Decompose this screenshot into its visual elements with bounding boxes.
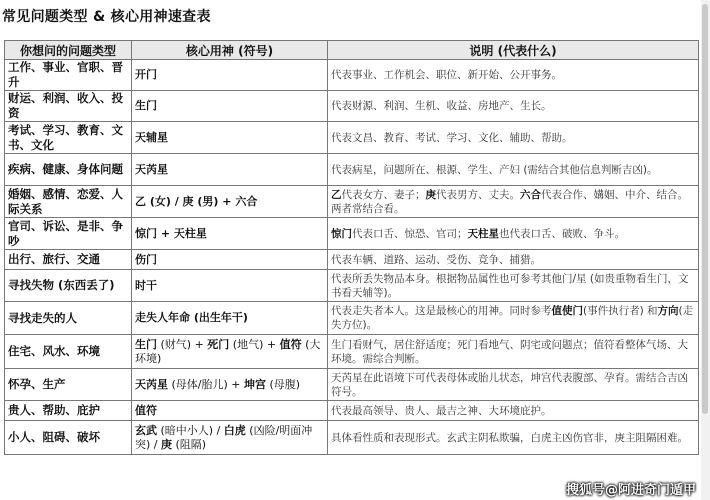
table-row bbox=[5, 250, 699, 270]
question-type-cell: 寻找失物 (东西丢了) bbox=[5, 270, 132, 302]
question-type-cell: 怀孕、生产 bbox=[5, 369, 132, 401]
explanation-cell bbox=[328, 60, 699, 91]
question-type-cell: 婚姻、感情、恋爱、人际关系 bbox=[5, 186, 132, 218]
table-row bbox=[5, 270, 699, 302]
symbol-bold-term: 时干 bbox=[135, 278, 157, 292]
core-symbol-cell bbox=[132, 91, 328, 122]
symbol-bold-term: 走失人年命 (出生年干) bbox=[135, 311, 248, 324]
symbol-bold-term: 玄武 bbox=[135, 423, 157, 437]
symbol-text: (阻隔) bbox=[172, 437, 207, 451]
symbol-bold-term: 天芮星 bbox=[135, 162, 168, 176]
core-symbol-cell bbox=[132, 218, 328, 250]
symbol-bold-term: 惊门 + 天柱星 bbox=[135, 226, 207, 240]
symbol-bold-term: 值符 bbox=[279, 337, 302, 351]
table-row bbox=[5, 335, 699, 369]
symbol-bold-term: 生门 bbox=[135, 99, 157, 112]
core-symbol-cell bbox=[132, 335, 328, 369]
explanation-cell bbox=[328, 369, 699, 401]
question-type-cell: 考试、学习、教育、文书、文化 bbox=[5, 122, 132, 154]
table-row bbox=[5, 218, 699, 250]
question-type-cell: 寻找走失的人 bbox=[5, 302, 132, 335]
symbol-bold-term: 伤门 bbox=[135, 252, 157, 266]
quick-reference-table bbox=[4, 40, 699, 455]
symbol-text: (大环境) bbox=[135, 337, 321, 365]
explanation-text: 代表事业、工作机会、职位、新开始、公开事务。 bbox=[331, 69, 562, 81]
explanation-text: 代表财源、利润、生机、收益、房地产、生长。 bbox=[331, 100, 552, 112]
explanation-text: 代表合作、媾姻、中介、结合。两者常结合看。 bbox=[331, 188, 688, 215]
explanation-text: 生门看财气，居住舒适度；死门看地气、阴宅或问题点；值符看整体气场、大环境。需综合判断。 bbox=[331, 338, 688, 365]
question-type-cell: 住宅、风水、环境 bbox=[5, 335, 132, 369]
core-symbol-cell bbox=[132, 154, 328, 186]
header-question-type: 你想问的问题类型 bbox=[5, 41, 132, 60]
scrollbar-thumb[interactable] bbox=[702, 4, 708, 414]
explanation-text: 代表口舌、惊恐、官司； bbox=[352, 227, 468, 240]
explanation-text: 代表最高领导、贵人、最吉之神、大环境庇护。 bbox=[331, 404, 552, 417]
explanation-cell bbox=[328, 186, 699, 218]
explanation-bold-term: 方向 bbox=[657, 305, 679, 317]
table-row bbox=[5, 401, 699, 421]
explanation-cell bbox=[328, 250, 699, 270]
question-type-cell: 贵人、帮助、庇护 bbox=[5, 401, 132, 421]
explanation-cell bbox=[328, 421, 699, 455]
explanation-bold-term: 天柱星 bbox=[467, 227, 499, 240]
explanation-cell bbox=[328, 91, 699, 122]
explanation-cell bbox=[328, 154, 699, 186]
core-symbol-cell bbox=[132, 186, 328, 218]
core-symbol-cell bbox=[132, 250, 328, 270]
explanation-text: 代表病星，问题所在、根源、学生、产妇 (需结合其他信息判断吉凶)。 bbox=[331, 163, 658, 176]
symbol-text: (母体/胎儿) + bbox=[168, 377, 244, 391]
explanation-cell bbox=[328, 270, 699, 302]
symbol-bold-term: 天辅星 bbox=[135, 130, 168, 144]
explanation-cell bbox=[328, 218, 699, 250]
explanation-text: (走失方位)。 bbox=[331, 305, 694, 331]
symbol-bold-term: 庚 bbox=[161, 437, 172, 451]
question-type-cell: 官司、诉讼、是非、争吵 bbox=[5, 218, 132, 250]
core-symbol-cell bbox=[132, 60, 328, 91]
explanation-bold-term: 值使门 bbox=[551, 305, 583, 317]
explanation-cell bbox=[328, 335, 699, 369]
explanation-text: 代表所丢失物品本身。根据物品属性也可参考其他门/星 (如贵重物看生门，文书看天辅等)。 bbox=[331, 272, 689, 299]
explanation-text: (事件执行者) 和 bbox=[583, 305, 658, 317]
explanation-text: 也代表口舌、破败、争斗。 bbox=[499, 227, 625, 240]
core-symbol-cell bbox=[132, 369, 328, 401]
symbol-bold-term: 生门 bbox=[135, 337, 157, 351]
explanation-bold-term: 惊门 bbox=[331, 227, 352, 240]
question-type-cell: 疾病、健康、身体问题 bbox=[5, 154, 132, 186]
explanation-text: 代表走失者本人。这是最核心的用神。同时参考 bbox=[331, 305, 552, 317]
table-header-row bbox=[5, 41, 699, 60]
explanation-bold-term: 庚 bbox=[425, 188, 436, 201]
table-row bbox=[5, 369, 699, 401]
symbol-bold-term: 值符 bbox=[135, 403, 157, 417]
explanation-text: 代表男方、丈夫。 bbox=[436, 188, 520, 201]
core-symbol-cell bbox=[132, 270, 328, 302]
symbol-text: (凶险/明面冲突) / bbox=[135, 423, 313, 451]
symbol-bold-term: 坤宫 bbox=[244, 377, 266, 391]
symbol-bold-term: 开门 bbox=[135, 68, 157, 81]
explanation-cell bbox=[328, 122, 699, 154]
core-symbol-cell bbox=[132, 302, 328, 335]
symbol-text: (母腹) bbox=[266, 377, 301, 391]
explanation-bold-term: 六合 bbox=[520, 188, 541, 201]
core-symbol-cell bbox=[132, 122, 328, 154]
explanation-text: 代表女方、妻子； bbox=[341, 188, 426, 201]
explanation-text: 代表文昌、教育、考试、学习、文化、辅助、帮助。 bbox=[331, 131, 573, 144]
question-type-cell: 出行、旅行、交通 bbox=[5, 250, 132, 270]
table-row bbox=[5, 154, 699, 186]
table-row bbox=[5, 421, 699, 455]
watermark: 搜狐号@阿进奇门遁甲 bbox=[565, 483, 696, 498]
header-explanation: 说明 (代表什么) bbox=[328, 41, 699, 60]
explanation-text: 天芮星在此语境下可代表母体或胎儿状态，坤宫代表腹部、孕育。需结合吉凶符号。 bbox=[331, 371, 688, 398]
symbol-bold-term: 乙 (女) / 庚 (男) + 六合 bbox=[135, 194, 258, 208]
table-body bbox=[5, 60, 699, 455]
explanation-text: 代表车辆、道路、运动、受伤、竞争、捕猎。 bbox=[331, 253, 541, 266]
header-core-symbol: 核心用神 (符号) bbox=[132, 41, 328, 60]
question-type-cell: 小人、阻碍、破坏 bbox=[5, 421, 132, 455]
explanation-cell bbox=[328, 401, 699, 421]
core-symbol-cell bbox=[132, 401, 328, 421]
page-title: 常见问题类型 & 核心用神速查表 bbox=[2, 9, 211, 25]
symbol-text: (财气) + bbox=[157, 337, 208, 351]
explanation-bold-term: 乙 bbox=[331, 188, 342, 201]
question-type-cell: 财运、利润、收入、投资 bbox=[5, 91, 132, 122]
symbol-text: (地气) + bbox=[229, 337, 280, 351]
table-row bbox=[5, 302, 699, 335]
explanation-cell bbox=[328, 302, 699, 335]
symbol-text: (暗中小人) / bbox=[157, 423, 224, 437]
table-row bbox=[5, 186, 699, 218]
explanation-text: 具体看性质和表现形式。玄武主阴私欺骗，白虎主凶伤官非，庚主阻隔困难。 bbox=[331, 431, 688, 444]
question-type-cell: 工作、事业、官职、晋升 bbox=[5, 60, 132, 91]
table-row bbox=[5, 91, 699, 122]
symbol-bold-term: 天芮星 bbox=[135, 377, 168, 391]
symbol-bold-term: 白虎 bbox=[223, 423, 246, 437]
core-symbol-cell bbox=[132, 421, 328, 455]
table-row bbox=[5, 122, 699, 154]
symbol-bold-term: 死门 bbox=[207, 337, 230, 351]
table-row bbox=[5, 60, 699, 91]
